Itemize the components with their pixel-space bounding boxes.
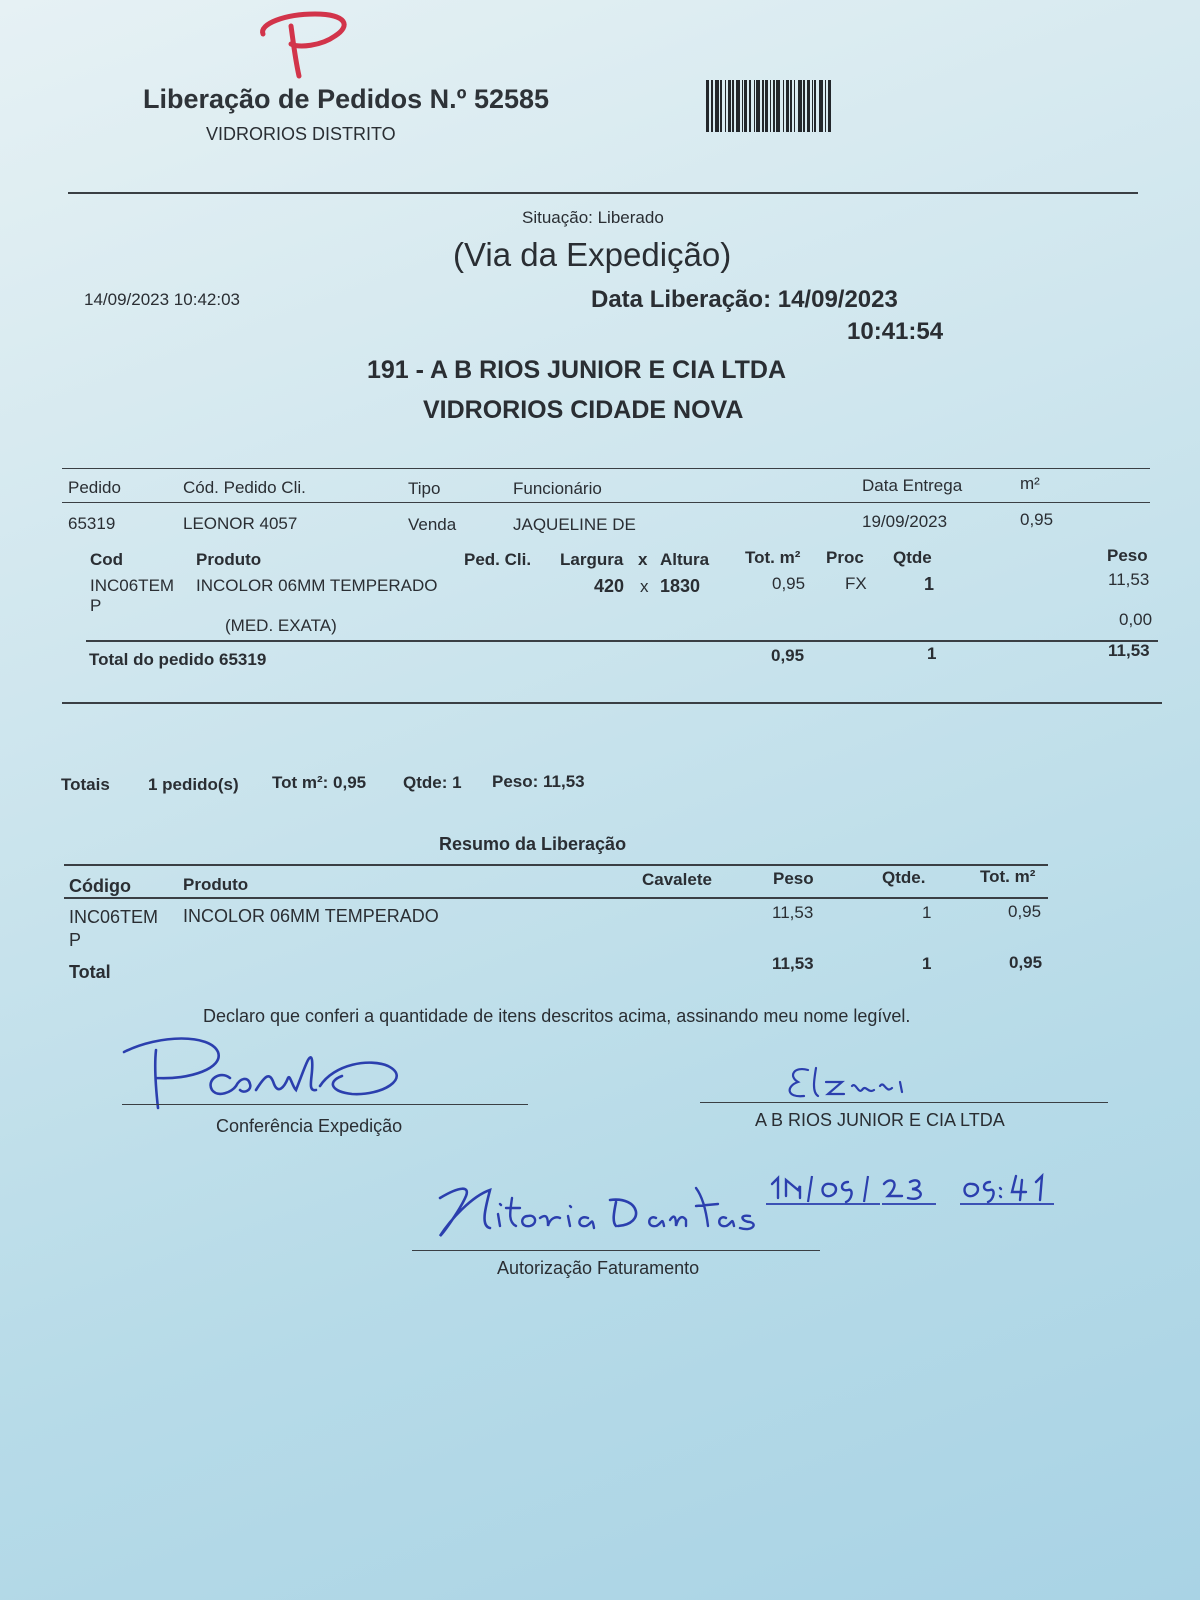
resumo-total-qtde: 1 <box>922 954 932 973</box>
signature-conferencia <box>120 1030 440 1120</box>
order-m2: 0,95 <box>1020 510 1054 529</box>
item-col-peso: Peso <box>1107 546 1148 565</box>
item-cod-line2: P <box>90 596 102 615</box>
order-total-label: Total do pedido 65319 <box>89 650 267 669</box>
header-divider <box>68 192 1138 194</box>
item-altura: 1830 <box>660 576 701 596</box>
order-total-m2: 0,95 <box>771 646 805 665</box>
order-total-peso: 11,53 <box>1108 641 1150 660</box>
resumo-col-qtde: Qtde. <box>882 868 926 887</box>
signature-line-bottom <box>412 1250 820 1251</box>
item-note: (MED. EXATA) <box>225 616 337 635</box>
signature-label-right: A B RIOS JUNIOR E CIA LTDA <box>755 1110 1005 1130</box>
company-name: VIDRORIOS DISTRITO <box>206 124 396 144</box>
item-col-proc: Proc <box>826 548 864 567</box>
item-col-tot-m2: Tot. m² <box>745 548 801 567</box>
col-data-entrega: Data Entrega <box>862 476 963 495</box>
resumo-row-codigo-line1: INC06TEM <box>69 907 159 927</box>
release-date: Data Liberação: 14/09/2023 <box>591 286 898 313</box>
resumo-row-produto: INCOLOR 06MM TEMPERADO <box>183 906 439 926</box>
order-data-entrega: 19/09/2023 <box>862 512 948 531</box>
totals-tot-m2: Tot m²: 0,95 <box>272 773 367 792</box>
handwritten-datetime <box>764 1162 1074 1210</box>
totals-peso: Peso: 11,53 <box>492 772 585 791</box>
resumo-row-peso: 11,53 <box>772 903 814 922</box>
item-col-altura: Altura <box>660 550 710 569</box>
item-tot-m2: 0,95 <box>772 574 806 593</box>
col-m2: m² <box>1020 474 1040 493</box>
resumo-col-cavalete: Cavalete <box>642 870 712 889</box>
declaration-text: Declaro que conferi a quantidade de itens descritos acima, assinando meu nome legível. <box>203 1006 911 1026</box>
client-branch: VIDRORIOS CIDADE NOVA <box>423 396 744 424</box>
order-pedido: 65319 <box>68 514 116 533</box>
signature-autorizacao <box>420 1176 800 1246</box>
order-bottom-rule <box>62 702 1162 704</box>
item-note-peso: 0,00 <box>1119 610 1153 629</box>
signature-line-left <box>122 1104 528 1105</box>
item-cod-line1: INC06TEM <box>90 576 175 595</box>
via-title: (Via da Expedição) <box>453 236 732 273</box>
resumo-header-rule <box>64 897 1048 899</box>
order-cod-pedido-cli: LEONOR 4057 <box>183 514 298 533</box>
resumo-col-codigo: Código <box>69 876 131 896</box>
item-peso: 11,53 <box>1108 570 1150 589</box>
printed-timestamp: 14/09/2023 10:42:03 <box>84 290 240 309</box>
resumo-row-tot-m2: 0,95 <box>1008 902 1042 921</box>
order-top-rule <box>62 468 1150 469</box>
handwritten-p-mark <box>255 4 365 82</box>
signature-client <box>782 1060 942 1106</box>
col-tipo: Tipo <box>408 479 441 498</box>
col-funcionario: Funcionário <box>513 479 602 498</box>
item-qtde: 1 <box>924 574 935 594</box>
resumo-col-produto: Produto <box>183 875 249 894</box>
totals-label: Totais <box>61 775 110 794</box>
item-col-ped-cli: Ped. Cli. <box>464 550 532 569</box>
resumo-row-codigo-line2: P <box>69 930 82 950</box>
item-col-largura: Largura <box>560 550 624 569</box>
order-header-rule <box>62 502 1150 503</box>
item-produto: INCOLOR 06MM TEMPERADO <box>196 576 438 595</box>
order-total-rule <box>86 640 1158 642</box>
resumo-col-tot-m2: Tot. m² <box>980 867 1036 886</box>
order-funcionario: JAQUELINE DE <box>513 515 636 534</box>
totals-pedidos: 1 pedido(s) <box>148 775 239 794</box>
totals-qtde: Qtde: 1 <box>403 773 462 792</box>
resumo-total-tot-m2: 0,95 <box>1009 953 1043 972</box>
document-title: Liberação de Pedidos N.º 52585 <box>143 84 550 114</box>
resumo-row-qtde: 1 <box>922 903 932 922</box>
item-col-cod: Cod <box>90 550 124 569</box>
status-text: Situação: Liberado <box>522 208 664 227</box>
signature-label-bottom: Autorização Faturamento <box>497 1258 700 1278</box>
order-tipo: Venda <box>408 515 457 534</box>
item-proc: FX <box>845 574 867 593</box>
signature-line-right <box>700 1102 1108 1103</box>
resumo-top-rule <box>64 864 1048 866</box>
barcode <box>706 80 892 132</box>
item-col-qtde: Qtde <box>893 548 932 567</box>
resumo-title: Resumo da Liberação <box>439 834 627 854</box>
client-name: 191 - A B RIOS JUNIOR E CIA LTDA <box>367 356 787 384</box>
order-total-qtde: 1 <box>927 644 937 663</box>
item-x: x <box>640 577 649 596</box>
col-cod-pedido-cli: Cód. Pedido Cli. <box>183 478 306 497</box>
item-col-produto: Produto <box>196 550 262 569</box>
item-col-x: x <box>638 550 648 569</box>
item-largura: 420 <box>594 576 625 596</box>
signature-label-left: Conferência Expedição <box>216 1116 403 1136</box>
resumo-total-label: Total <box>69 962 111 982</box>
col-pedido: Pedido <box>68 478 121 497</box>
release-time: 10:41:54 <box>847 318 944 345</box>
resumo-total-peso: 11,53 <box>772 954 814 973</box>
resumo-col-peso: Peso <box>773 869 814 888</box>
